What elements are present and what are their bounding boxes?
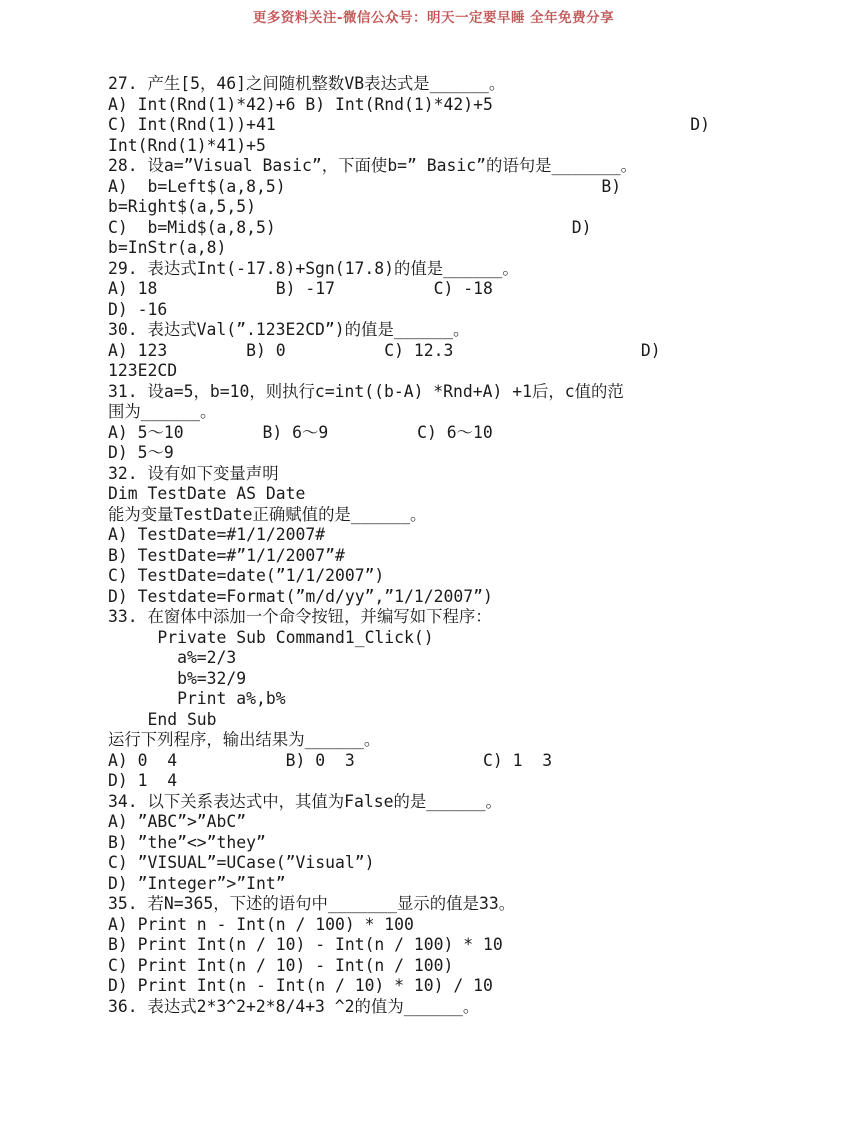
question-33-line: A) 0 4 B) 0 3 C) 1 3 — [108, 750, 553, 770]
question-28-line: b=Right$(a,5,5) — [108, 197, 257, 216]
question-34-line: D) ”Integer”>”Int” — [108, 873, 286, 893]
question-32-line: 32. 设有如下变量声明 — [108, 463, 279, 483]
question-33-line: Private Sub Command1_Click() — [108, 627, 434, 647]
question-33-line: D) 1 4 — [108, 771, 178, 790]
question-36-line: 36. 表达式2*3^2+2*8/4+3 ^2的值为______。 — [108, 996, 480, 1016]
question-31-line: 31. 设a=5，b=10，则执行c=int((b-A) *Rnd+A) +1后，c值的范 — [108, 381, 624, 401]
question-33-line: End Sub — [108, 709, 217, 729]
question-27-line: A) Int(Rnd(1)*42)+6 B) Int(Rnd(1)*42)+5 — [108, 94, 493, 114]
question-28-line: 28. 设a=”Visual Basic”，下面使b=” Basic”的语句是_______。 — [108, 156, 638, 175]
question-35-line: B) Print Int(n / 10) - Int(n / 100) * 10 — [108, 935, 503, 954]
question-29-line: A) 18 B) -17 C) -18 — [108, 279, 493, 298]
question-33-line: 运行下列程序，输出结果为______。 — [108, 730, 381, 749]
question-32-line: D) Testdate=Format(”m/d/yy”,”1/1/2007”) — [108, 586, 493, 606]
question-32-line: A) TestDate=#1/1/2007# — [108, 525, 326, 544]
question-33-line: b%=32/9 — [108, 668, 247, 688]
question-33-line: a%=2/3 — [108, 648, 237, 667]
question-31-line: 围为______。 — [108, 402, 217, 421]
question-35-line: A) Print n - Int(n / 100) * 100 — [108, 914, 414, 934]
question-33-line: Print a%,b% — [108, 689, 286, 708]
question-35-line: D) Print Int(n - Int(n / 10) * 10) / 10 — [108, 976, 493, 995]
question-34-line: 34. 以下关系表达式中，其值为False的是______。 — [108, 791, 502, 811]
question-32-line: Dim TestDate AS Date — [108, 484, 306, 503]
question-35-line: 35. 若N=365，下述的语句中_______显示的值是33。 — [108, 894, 516, 913]
question-31-line: A) 5～10 B) 6～9 C) 6～10 — [108, 422, 493, 442]
question-28-line: C) b=Mid$(a,8,5) D) — [108, 217, 592, 237]
question-32-line: C) TestDate=date(”1/1/2007”) — [108, 566, 385, 585]
question-34-line: A) ”ABC”>”AbC” — [108, 812, 247, 831]
question-27-line: C) Int(Rnd(1))+41 D) — [108, 115, 710, 134]
question-30-line: 30. 表达式Val(”.123E2CD”)的值是______。 — [108, 320, 470, 339]
question-list — [108, 74, 788, 1017]
question-33-line: 33. 在窗体中添加一个命令按钮，并编写如下程序： — [108, 607, 492, 626]
question-28-line: b=InStr(a,8) — [108, 238, 227, 257]
question-30-line: 123E2CD — [108, 361, 178, 380]
question-27-line: 27. 产生[5，46]之间随机整数VB表达式是______。 — [108, 74, 506, 93]
question-32-line: B) TestDate=#”1/1/2007”# — [108, 545, 345, 565]
question-29-line: 29. 表达式Int(-17.8)+Sgn(17.8)的值是______。 — [108, 258, 519, 278]
question-34-line: C) ”VISUAL”=UCase(”Visual”) — [108, 853, 375, 872]
question-27-line: Int(Rnd(1)*41)+5 — [108, 135, 266, 155]
question-29-line: D) -16 — [108, 299, 168, 319]
question-32-line: 能为变量TestDate正确赋值的是______。 — [108, 504, 427, 524]
question-28-line: A) b=Left$(a,8,5) B) — [108, 176, 622, 196]
question-30-line: A) 123 B) 0 C) 12.3 D) — [108, 340, 661, 360]
question-31-line: D) 5～9 — [108, 443, 174, 462]
watermark-header: 更多资料关注-微信公众号：明天一定要早睡 全年免费分享 — [252, 10, 615, 26]
question-34-line: B) ”the”<>”they” — [108, 832, 266, 852]
question-35-line: C) Print Int(n / 10) - Int(n / 100) — [108, 955, 454, 975]
